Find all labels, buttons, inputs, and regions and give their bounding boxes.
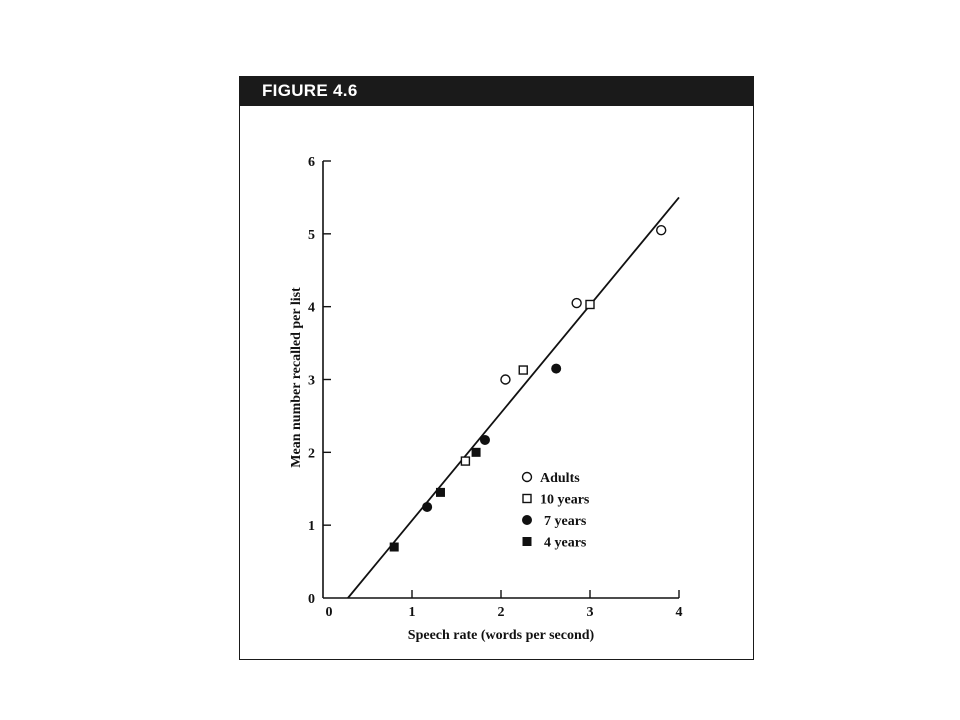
y-axis-label: Mean number recalled per list (289, 287, 304, 468)
data-point (461, 457, 469, 465)
data-point (519, 366, 527, 374)
legend-label: Adults (540, 471, 580, 486)
data-point (657, 226, 666, 235)
data-point (586, 300, 594, 308)
x-tick-label: 1 (408, 605, 416, 620)
legend-label: 10 years (540, 492, 590, 508)
regression-layer (348, 197, 679, 598)
data-point (480, 435, 489, 444)
y-tick-label: 2 (308, 446, 315, 462)
x-tick-label: 0 (325, 605, 333, 620)
x-tick-label: 3 (586, 605, 594, 620)
y-tick-label: 3 (308, 373, 315, 389)
figure-title: FIGURE 4.6 (262, 81, 358, 100)
x-axis-label: Speech rate (words per second) (407, 628, 595, 643)
data-point (436, 488, 444, 496)
legend-marker (523, 495, 531, 503)
data-point (552, 364, 561, 373)
x-tick-label: 2 (497, 605, 505, 620)
data-point (472, 448, 480, 456)
legend-marker (523, 538, 531, 546)
data-point (572, 299, 581, 308)
y-tick-label: 1 (308, 519, 315, 535)
chart-axes (308, 155, 683, 620)
data-point (423, 502, 432, 511)
y-tick-label: 6 (308, 155, 315, 170)
legend-label: 7 years (544, 514, 587, 529)
legend-marker (523, 516, 532, 525)
legend-label: 4 years (544, 535, 587, 551)
data-point (390, 543, 398, 551)
legend-marker (523, 473, 532, 482)
y-tick-label: 4 (308, 300, 315, 316)
y-tick-label: 0 (308, 592, 315, 607)
x-tick-label: 4 (675, 605, 683, 620)
chart-legend (523, 471, 590, 551)
y-tick-label: 5 (308, 227, 315, 243)
data-point (501, 375, 510, 384)
regression-line (348, 197, 679, 598)
